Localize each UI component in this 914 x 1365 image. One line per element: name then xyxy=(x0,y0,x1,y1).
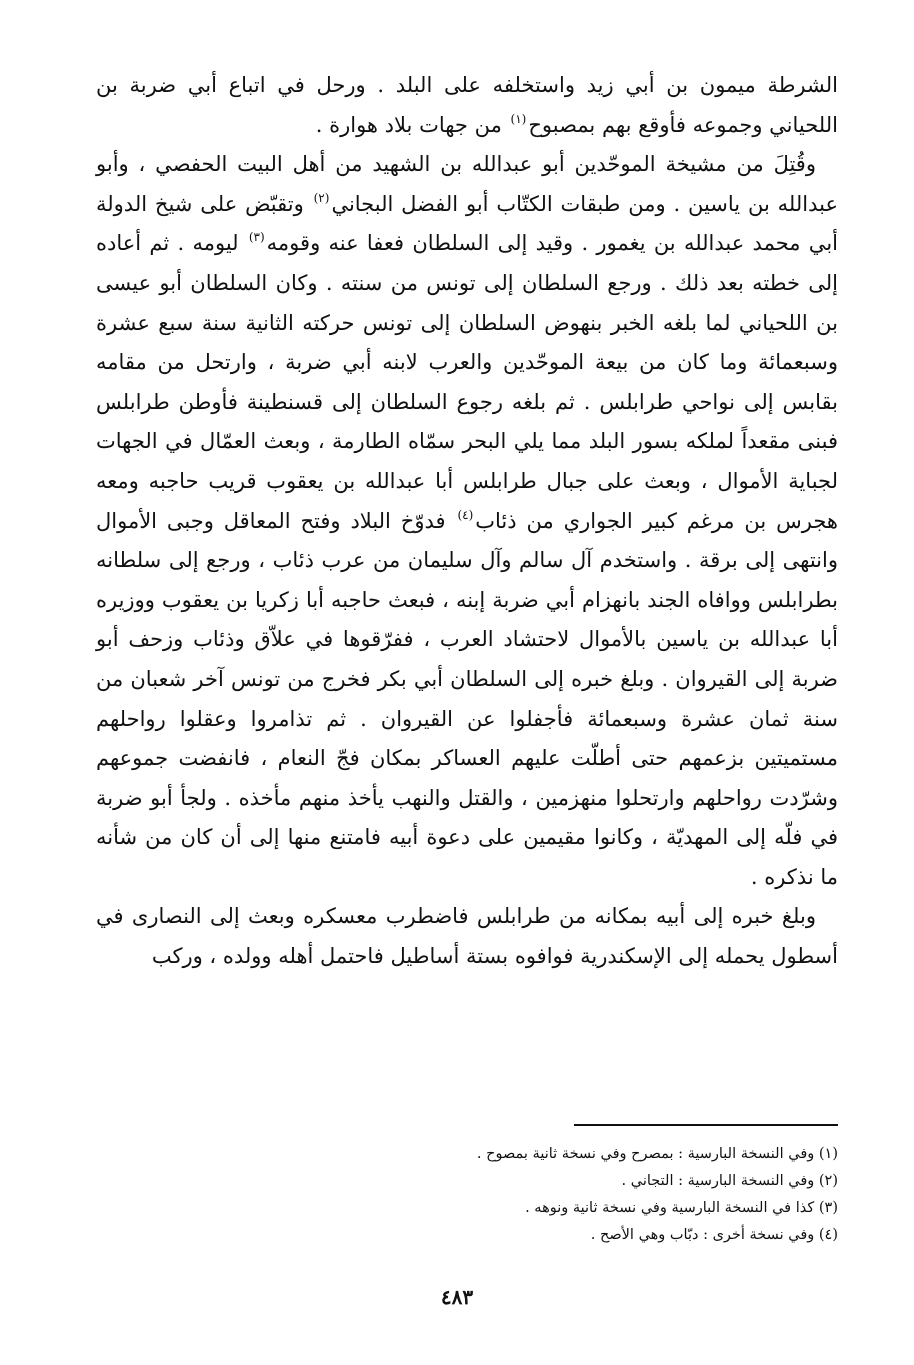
text-segment: فدوّخ البلاد وفتح المعاقل وجبى الأموال وانتهى إلى برقة . واستخدم آل سالم وآل سليمان من عرب ذئاب ، ورجع إلى سلطانه بطرابلس ووافاه الجند بانهزام أبي ضربة إبنه ، فبعث حاجبه أبا زكريا بن يعقوب ووزيره أبا عبدالله بن ياسين بالأموال لاحتشاد العرب ، ففرّقوها في علاّق وذئاب وزحف أبو ضربة إلى القيروان . وبلغ خبره إلى السلطان أبي بكر فخرج من تونس آخر شعبان من سنة ثمان عشرة وسبعمائة فأجفلوا عن القيروان . ثم تذامروا وعقلوا رواحلهم مستميتين بزعمهم حتى أطلّت عليهم العساكر بمكان فجّ النعام ، فانفضت جموعهم وشرّدت رواحلهم وارتحلوا منهزمين ، والقتل والنهب يأخذ منهم مأخذه . ولجأ أبو ضربة في فلّه إلى المهديّة ، وكانوا مقيمين على دعوة أبيه فامتنع منها إلى أن كان من شأنه ما نذكره . xyxy=(96,508,838,889)
footnote-ref-2: (٢) xyxy=(313,190,330,205)
footnote-ref-3: (٣) xyxy=(248,230,265,245)
text-segment: ليومه . ثم أعاده إلى خطته بعد ذلك . ورجع السلطان إلى تونس من سنته . وكان السلطان أبو عيسى بن اللحياني لما بلغه الخبر بنهوض السلطان إلى تونس حركته الثانية سنة سبع عشرة وسبعمائة وما كان من بيعة الموحّدين والعرب لابنه أبي ضربة ، وارتحل من مقامه بقابس إلى نواحي طرابلس . ثم بلغه رجوع السلطان إلى قسنطينة فأوطن طرابلس فبنى مقعداً لملكه بسور البلد مما يلي البحر سمّاه الطارمة ، وبعث العمّال في الجهات لجباية الأموال ، وبعث على جبال طرابلس أبا عبدالله بن يعقوب قريب حاجبه ومعه هجرس بن مرغم كبير الجواري من ذئاب xyxy=(96,231,838,533)
paragraph-3 xyxy=(96,897,838,976)
footnote-ref-1: (١) xyxy=(510,111,527,126)
paragraph-2 xyxy=(96,145,838,897)
footnotes xyxy=(96,1141,838,1249)
text-segment: الشرطة ميمون بن أبي زيد واستخلفه على البلد . ورحل في اتباع أبي ضربة بن اللحياني وجموعه فأوقع بهم بمصبوح xyxy=(96,73,838,137)
footnote-1: (١) وفي النسخة البارسية : بمصرح وفي نسخة ثانية بمصوح . xyxy=(476,1146,838,1162)
footnote-4: (٤) وفي نسخة أخرى : دبّاب وهي الأصح . xyxy=(590,1227,838,1243)
text-segment: من جهات بلاد هوارة . xyxy=(315,112,509,137)
text-segment: وتقبّض على شيخ الدولة أبي محمد عبدالله بن يغمور . وقيد إلى السلطان فعفا عنه وقومه xyxy=(96,191,838,256)
page-number: ٤٨٣ xyxy=(440,1285,474,1309)
text-segment: وقُتِلَ من مشيخة الموحّدين أبو عبدالله بن الشهيد من أهل البيت الحفصي ، وأبو عبدالله بن ياسين . ومن طبقات الكتّاب أبو الفضل البجاني xyxy=(96,152,838,216)
footnote-separator xyxy=(574,1124,838,1126)
text-segment: وبلغ خبره إلى أبيه بمكانه من طرابلس فاضطرب معسكره وبعث إلى النصارى في أسطول يحمله إلى الإسكندرية فوافوه بستة أساطيل فاحتمل أهله وولده ، وركب xyxy=(96,904,838,969)
main-text xyxy=(96,66,838,977)
page-body xyxy=(96,66,838,977)
footnote-2: (٢) وفي النسخة البارسية : التجاني . xyxy=(621,1173,838,1189)
footnote-ref-4: (٤) xyxy=(457,507,474,522)
footnote-3: (٣) كذا في النسخة البارسية وفي نسخة ثانية ونوهه . xyxy=(525,1200,838,1216)
paragraph-1 xyxy=(96,66,838,145)
